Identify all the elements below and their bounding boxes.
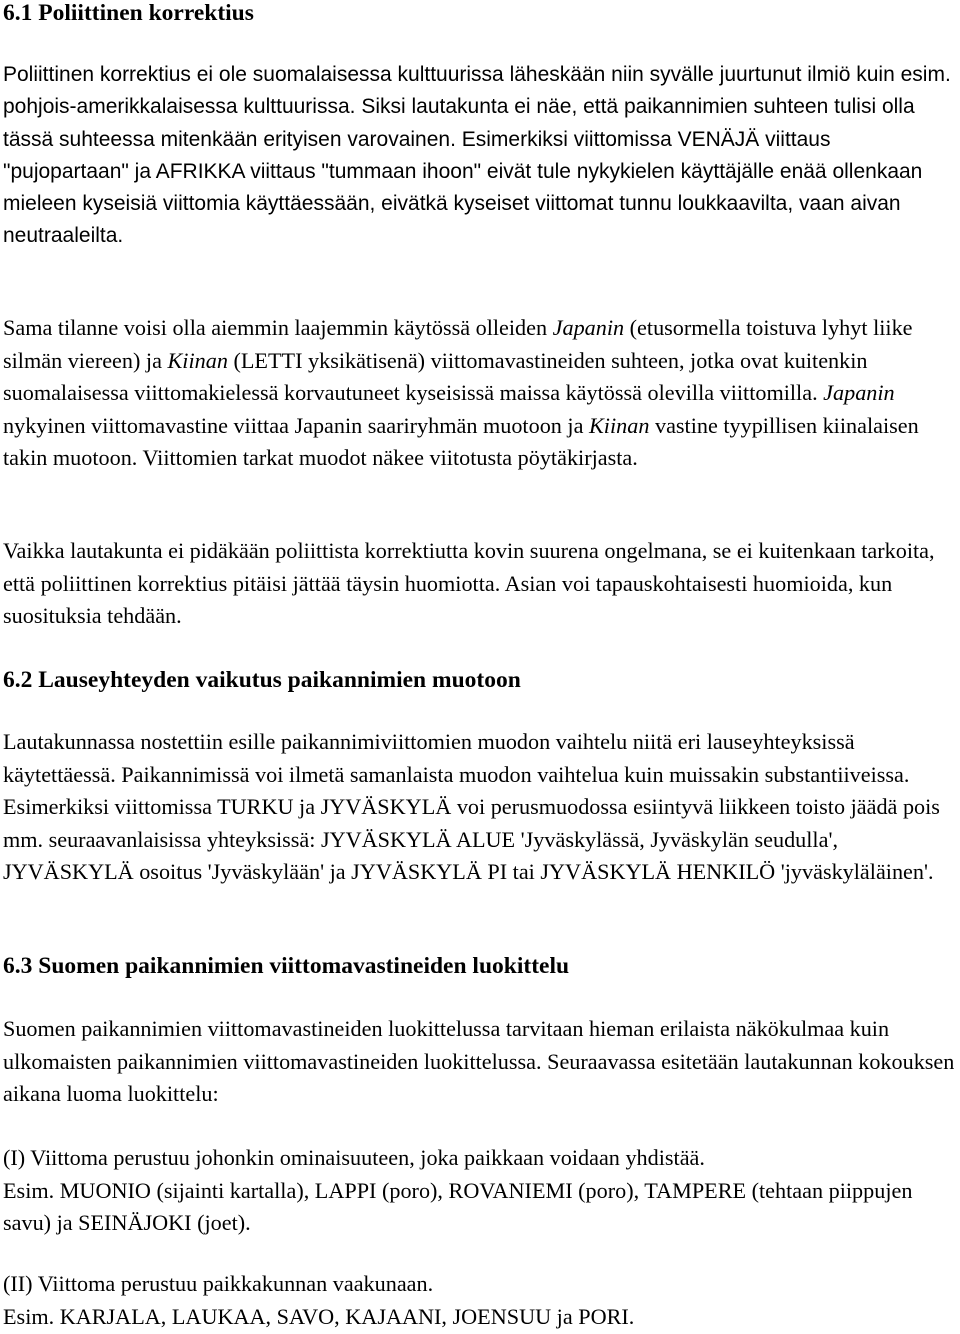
text-run: Esim. MUONIO (sijainti kartalla), LAPPI (poro), ROVANIEMI (poro), TAMPERE (tehtaan piippujen savu) ja SEINÄJOKI (joet). — [3, 1177, 913, 1236]
section-heading-6-3: 6.3 Suomen paikannimien viittomavastineiden luokittelu — [3, 953, 570, 979]
text-run: vastine tyypillisen kiinalaisen takin muotoon. Viittomien tarkat muodot näkee viitotusta pöytäkirjasta. — [3, 412, 919, 471]
text-run: (etusormella toistuva lyhyt liike silmän viereen) ja — [3, 315, 913, 373]
text-run: Sama tilanne voisi olla aiemmin laajemmin käytössä olleiden — [3, 315, 553, 340]
text-run: Poliittinen korrektius ei ole suomalaisessa kulttuurissa läheskään niin syvälle juurtunut ilmiö kuin esim. pohjois-amerikkalaisessa kulttuurissa. Siksi lautakunta ei näe, että paikannimien suhteen tulisi olla tässä suhteessa mitenkään erityisen varovainen. Esimerkiksi viittomissa VENÄJÄ viittaus "pujopartaan" ja AFRIKKA viittaus "tummaan ihoon" eivät tule nykykielen käyttäjälle enää ollenkaan mieleen kyseisiä viittomia käyttäessään, eivätkä kyseiset viittomat tunnu loukkaavilta, vaan aivan neutraaleilta. — [3, 63, 951, 248]
text-run: Suomen paikannimien viittomavastineiden luokittelussa tarvitaan hieman erilaista näkökulmaa kuin ulkomaisten paikannimien viittomavastineiden luokittelussa. Seuraavassa esitetään lautakunnan kokouksen aikana luoma luokittelu: — [3, 1016, 955, 1107]
text-run: (II) Viittoma perustuu paikkakunnan vaakunaan. — [3, 1271, 434, 1296]
paragraph — [3, 312, 958, 475]
text-run: (LETTI yksikätisenä) viittomavastineiden suhteen, jotka ovat kuitenkin suomalaisessa viittomakielessä korvautuneet kyseisissä maissa käytössä olevilla viittomilla. — [3, 347, 868, 406]
paragraph — [3, 726, 958, 889]
text-run: (I) Viittoma perustuu johonkin ominaisuuteen, joka paikkaan voidaan yhdistää. — [3, 1145, 705, 1170]
paragraph — [3, 59, 958, 253]
paragraph — [3, 1268, 958, 1333]
paragraph — [3, 535, 958, 633]
italic-term: Japanin — [823, 380, 895, 406]
text-run: Vaikka lautakunta ei pidäkään poliittista korrektiutta kovin suurena ongelmana, se ei kuitenkaan tarkoita, että poliittinen korrektius pitäisi jättää täysin huomiotta. Asian voi tapauskohtaisesti huomioida, kun suosituksia tehdään. — [3, 538, 935, 629]
paragraph — [3, 1142, 958, 1240]
section-heading-6-1: 6.1 Poliittinen korrektius — [3, 0, 254, 26]
text-run: Lautakunnassa nostettiin esille paikannimiviittomien muodon vaihtelu niitä eri lauseyhteyksissä käytettäessä. Paikannimissä voi ilmetä samanlaista muodon vaihtelua kuin muissakin substantiiveissa. Esimerkiksi viittomissa TURKU ja JYVÄSKYLÄ voi perusmuodossa esiintyvä liikkeen toisto jäädä pois mm. seuraavanlaisissa yhteyksissä: JYVÄSKYLÄ ALUE 'Jyväskylässä, Jyväskylän seudulla', JYVÄSKYLÄ osoitus 'Jyväskylään' ja JYVÄSKYLÄ PI tai JYVÄSKYLÄ HENKILÖ 'jyväskyläläinen'. — [3, 729, 940, 885]
italic-term: Kiinan — [589, 412, 650, 438]
text-run: nykyinen viittomavastine viittaa Japanin saariryhmän muotoon ja — [3, 412, 589, 438]
text-run: Esim. KARJALA, LAUKAA, SAVO, KAJAANI, JOENSUU ja PORI. — [3, 1303, 635, 1329]
italic-term: Japanin — [552, 315, 625, 340]
section-heading-6-2: 6.2 Lauseyhteyden vaikutus paikannimien muotoon — [3, 667, 521, 693]
paragraph — [3, 1013, 958, 1111]
italic-term: Kiinan — [167, 347, 228, 373]
